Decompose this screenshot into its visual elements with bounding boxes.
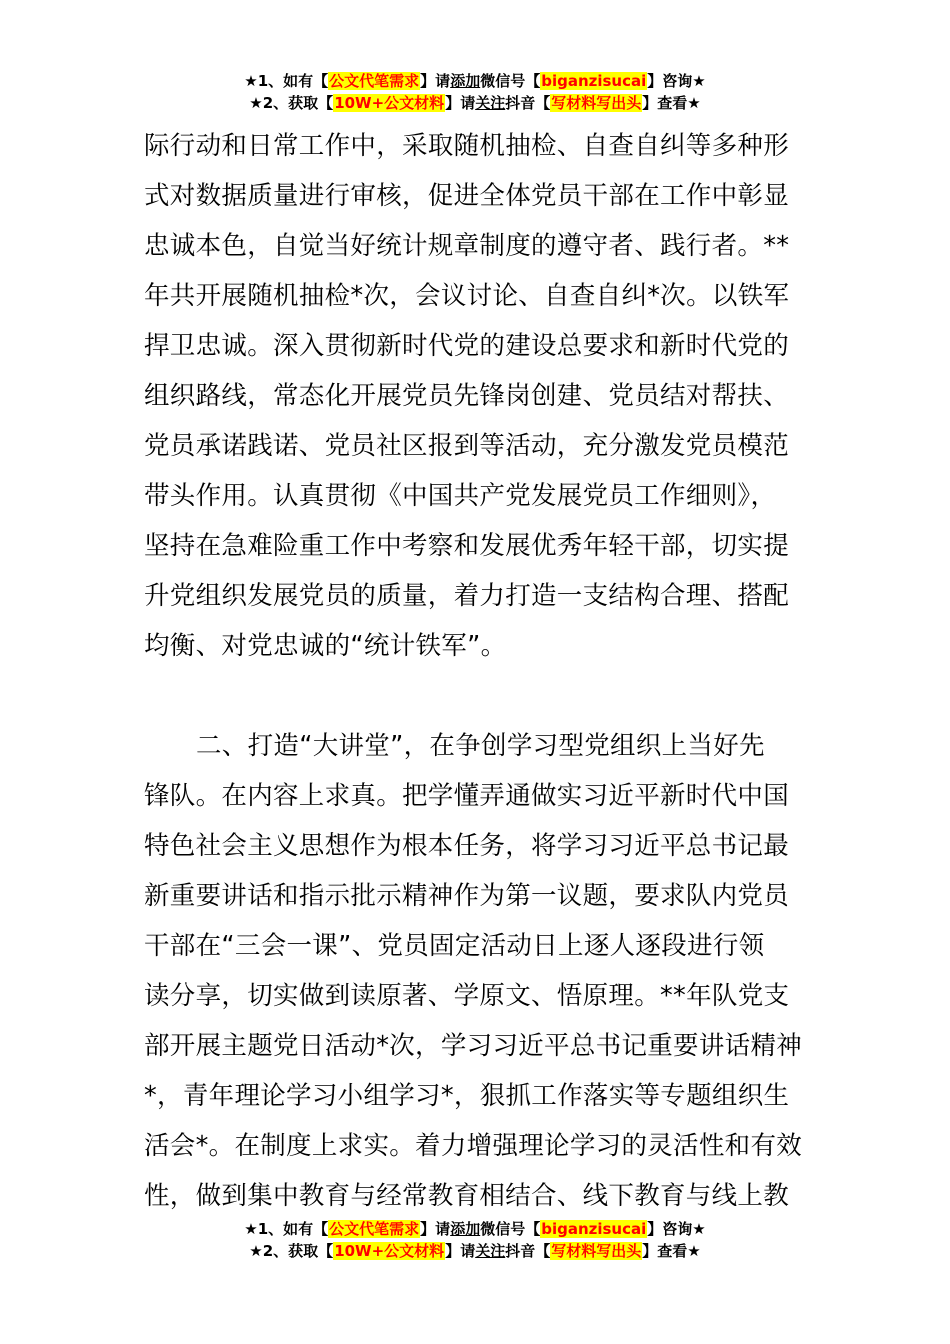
banner-text: 微信号【 (480, 1220, 541, 1238)
paragraph-2 (144, 721, 824, 1221)
banner-text: 】请 (445, 94, 476, 112)
text-line: 党员承诺践诺、党员社区报到等活动，充分激发党员模范 (144, 431, 790, 461)
banner-text: 】咨询★ (647, 1220, 706, 1238)
text-line: 组织路线，常态化开展党员先锋岗创建、党员结对帮扶、 (144, 381, 790, 411)
highlight-douyin-account: 写材料写出头 (551, 1242, 642, 1260)
paragraph-1 (144, 121, 824, 671)
highlight-wechat-id: biganzisucai (541, 1220, 647, 1238)
text-line: 年共开展随机抽检*次，会议讨论、自查自纠*次。以铁军 (144, 281, 790, 311)
text-line: 际行动和日常工作中，采取随机抽检、自查自纠等多种形 (144, 131, 790, 161)
underlined-add: 添加 (450, 1220, 481, 1238)
text-line: 忠诚本色，自觉当好统计规章制度的遵守者、践行者。** (144, 231, 790, 261)
text-line: *，青年理论学习小组学习*，狠抓工作落实等专题组织生 (144, 1081, 790, 1111)
underlined-follow: 关注 (475, 94, 506, 112)
text-line: 带头作用。认真贯彻《中国共产党发展党员工作细则》， (144, 481, 777, 511)
banner-text: ★2、获取【 (249, 1242, 334, 1260)
text-line: 部开展主题党日活动*次，学习习近平总书记重要讲话精神 (144, 1031, 803, 1061)
section-heading-line: 二、打造“大讲堂”，在争创学习型党组织上当好先 (196, 731, 765, 761)
banner-text: 抖音【 (505, 1242, 551, 1260)
document-body (144, 121, 824, 1221)
text-line: 捍卫忠诚。深入贯彻新时代党的建设总要求和新时代党的 (144, 331, 790, 361)
banner-line-1 (0, 70, 950, 92)
underlined-add: 添加 (450, 72, 481, 90)
text-line: 锋队。在内容上求真。把学懂弄通做实习近平新时代中国 (144, 781, 790, 811)
highlight-wechat-id: biganzisucai (541, 72, 647, 90)
text-line: 干部在“三会一课”、党员固定活动日上逐人逐段进行领 (144, 931, 765, 961)
underlined-follow: 关注 (475, 1242, 506, 1260)
banner-text: ★2、获取【 (249, 94, 334, 112)
banner-text: 】请 (420, 1220, 451, 1238)
banner-text: 】查看★ (642, 1242, 701, 1260)
banner-text: 微信号【 (480, 72, 541, 90)
highlight-douyin-account: 写材料写出头 (551, 94, 642, 112)
banner-text: 】查看★ (642, 94, 701, 112)
highlight-ghostwriting: 公文代笔需求 (329, 72, 420, 90)
highlight-materials: 10W+公文材料 (334, 94, 445, 112)
banner-text: 】请 (445, 1242, 476, 1260)
text-line: 性，做到集中教育与经常教育相结合、线下教育与线上教 (144, 1181, 790, 1211)
text-line: 特色社会主义思想作为根本任务，将学习习近平总书记最 (144, 831, 790, 861)
banner-text: 】请 (420, 72, 451, 90)
text-line: 升党组织发展党员的质量，着力打造一支结构合理、搭配 (144, 581, 790, 611)
banner-text: 】咨询★ (647, 72, 706, 90)
banner-text: 抖音【 (505, 94, 551, 112)
text-line: 新重要讲话和指示批示精神作为第一议题，要求队内党员 (144, 881, 790, 911)
banner-line-2 (0, 92, 950, 114)
banner-text: ★1、如有【 (244, 1220, 329, 1238)
highlight-ghostwriting: 公文代笔需求 (329, 1220, 420, 1238)
header-banner (0, 70, 950, 114)
text-line: 坚持在急难险重工作中考察和发展优秀年轻干部，切实提 (144, 531, 790, 561)
text-line: 均衡、对党忠诚的“统计铁军”。 (144, 631, 507, 661)
text-line: 活会*。在制度上求实。着力增强理论学习的灵活性和有效 (144, 1131, 803, 1161)
text-line: 读分享，切实做到读原著、学原文、悟原理。**年队党支 (144, 981, 790, 1011)
paragraph-gap (144, 671, 824, 721)
banner-text: ★1、如有【 (244, 72, 329, 90)
banner-line-2 (0, 1240, 950, 1262)
banner-line-1 (0, 1218, 950, 1240)
text-line: 式对数据质量进行审核，促进全体党员干部在工作中彰显 (144, 181, 790, 211)
highlight-materials: 10W+公文材料 (334, 1242, 445, 1260)
footer-banner (0, 1218, 950, 1262)
